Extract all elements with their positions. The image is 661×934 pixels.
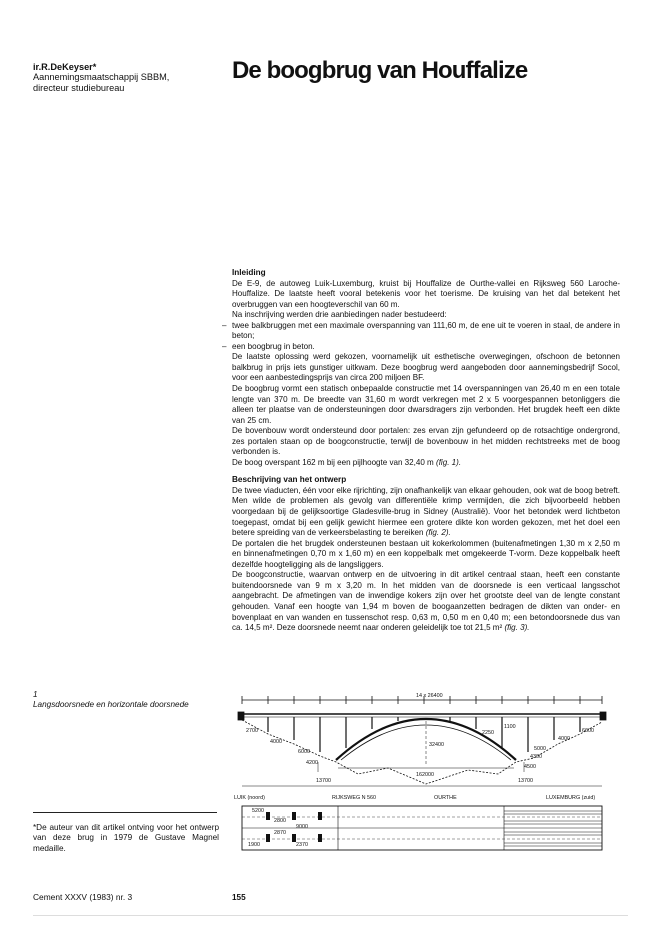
label-dimension: 2700	[246, 728, 258, 734]
paragraph	[232, 570, 620, 633]
label-dimension: 4300	[530, 754, 542, 760]
figure-reference: (fig. 1).	[436, 457, 462, 467]
heading-inleiding: Inleiding	[232, 268, 266, 277]
label-plan-dimension: 2800	[274, 818, 286, 824]
paragraph	[232, 458, 620, 469]
paragraph	[232, 486, 620, 539]
article-body	[232, 268, 620, 634]
label-dimension: 5000	[534, 746, 546, 752]
label-dimension: 6000	[298, 749, 310, 755]
label-dimension: 32400	[429, 742, 444, 748]
label-plan-dimension: 9000	[296, 824, 308, 830]
page-number: 155	[232, 893, 246, 902]
bottom-divider	[33, 915, 628, 916]
paragraph: De E-9, de autoweg Luik-Luxemburg, kruist bij Houffalize de Ourthe-vallei en Rijksweg 560 Laroche-Houffalize. De laatste heeft vooral betekenis voor het toerisme. De kruising van het dal betekent het overbruggen van een hoogteverschil van 60 m.	[232, 278, 620, 309]
list-item: – een boogbrug in beton.	[232, 342, 620, 353]
author-block	[33, 62, 169, 93]
paragraph: De portalen die het brugdek ondersteunen bestaan uit kokerkolommen (buitenafmetingen 1,30 m x 2,50 m en binnenafmetingen 0,70 m x 1,60 m) en een koppelbalk met omgekeerde T-vorm. Deze koppelbalk heeft dezelfde hoogteligging als de langsliggers.	[232, 538, 620, 569]
footnote-divider	[33, 812, 217, 813]
paragraph: Na inschrijving werden drie aanbiedingen nader bestudeerd:	[232, 310, 447, 320]
figure-caption	[33, 690, 223, 711]
bridge-drawing	[228, 688, 628, 858]
paragraph-text: De twee viaducten, één voor elke rijrichting, zijn onafhankelijk van elkaar gehouden, ook wat de boog betreft. Men wilde de problemen als gevolg van differentiële krimp vermijden, die zich bijvoorbeeld hebben voorgedaan bij de gelijksoortige Gladesville-brug in Sidney (Australië). Voor het betondek werd lichtbeton toegepast, omdat bij een gelijk gewicht hiermee een grotere dikte kon worden gekozen, met het doel een betere spreiding van de verkeersbelasting te bereiken	[232, 485, 620, 538]
plan-columns	[266, 812, 322, 842]
abutment-left	[238, 712, 244, 720]
figure-reference: (fig. 2).	[425, 528, 451, 538]
paragraph: De bovenbouw wordt ondersteund door portalen: zes ervan zijn gefundeerd op de rotsachtige ondergrond, zes portalen staan op de boogconstructie, terwijl de bovenbouw in het midden rechtstreeks met de boog verbonden is.	[232, 426, 620, 457]
label-dimension: 4200	[306, 760, 318, 766]
label-luxemburg: LUXEMBURG (zuid)	[546, 795, 596, 801]
label-dimension: 4000	[558, 736, 570, 742]
paragraph: De laatste oplossing werd gekozen, voornamelijk uit esthetische overwegingen, ofschoon de betonnen balkbrug in prijs iets gunstiger uitkwam. Deze boogbrug werd aangeboden door aannemingsbedrijf Socol, voor een aanbestedingsprijs van circa 200 miljoen BF.	[232, 352, 620, 383]
list-item: – twee balkbruggen met een maximale overspanning van 111,60 m, de ene uit te voeren in staal, de andere in beton;	[232, 321, 620, 342]
journal-reference: Cement XXXV (1983) nr. 3	[33, 892, 133, 902]
label-dimension: 162000	[416, 772, 434, 778]
label-plan-dimension: 1900	[248, 842, 260, 848]
label-dimension: 6600	[582, 728, 594, 734]
abutment-right	[600, 712, 606, 720]
label-dimension: 4000	[270, 739, 282, 745]
label-plan-dimension: 2370	[296, 842, 308, 848]
paragraph-text: De boogconstructie, waarvan ontwerp en de uitvoering in dit artikel centraal staan, heeft een constante buitendoorsnede van 9 m x 3,20 m. In het midden van de doorsnede is een verticaal langsschot aangebracht. De afmetingen van de inwendige kokers zijn over het grootste deel van de lengte constant gehouden. Vanaf een hoogte van 1,94 m boven de boogaanzetten bedragen de dikten van onder- en bovenplaat en van wanden en tussenschot resp. 0,63 m, 0,50 m en 0,40 m; een betondoorsnede dus van ca. 14,5 m². Deze doorsnede neemt naar onderen geleidelijk toe tot 21,5 m²	[232, 570, 620, 633]
label-ourthe: OURTHE	[434, 795, 457, 801]
label-rijksweg: RIJKSWEG N 560	[332, 795, 377, 801]
label-dimension: 13700	[518, 778, 533, 784]
label-dimension: 1100	[504, 724, 516, 730]
label-dimension: 13700	[316, 778, 331, 784]
figure-reference: (fig. 3).	[504, 623, 530, 633]
author-company: Aannemingsmaatschappij SBBM,	[33, 72, 170, 83]
label-plan-dimension: 2870	[274, 830, 286, 836]
paragraph: De boogbrug vormt een statisch onbepaalde constructie met 14 overspanningen van 26,40 m en een totale lengte van 370 m. De breedte van 31,60 m wordt verkregen met 2 x 5 voorgespannen betonliggers die alleen ter plaatse van de ondersteuningen door dwarsdragers zijn verbonden. Het brugdek heeft een dikte van 25 cm.	[232, 384, 620, 425]
heading-beschrijving: Beschrijving van het ontwerp	[232, 475, 347, 485]
author-name: ir.R.DeKeyser*	[33, 62, 97, 72]
paragraph-text: De boog overspant 162 m bij een pijlhoogte van 32,40 m	[232, 457, 434, 467]
label-dimension: 4500	[524, 764, 536, 770]
figure-number: 1	[33, 690, 38, 699]
label-luik: LUIK (noord)	[234, 795, 265, 801]
author-role: directeur studiebureau	[33, 82, 125, 93]
plan-hatch	[504, 811, 602, 846]
footnote: *De auteur van dit artikel ontving voor het ontwerp van deze brug in 1979 de Gustave Magnel medaille.	[33, 823, 219, 853]
figure-caption-text: Langsdoorsnede en horizontale doorsnede	[33, 700, 189, 710]
label-dimension: 2250	[482, 730, 494, 736]
article-title: De boogbrug van Houffalize	[232, 57, 528, 84]
label-plan-dimension: 5200	[252, 808, 264, 814]
label-spans: 14 x 26400	[416, 693, 443, 699]
